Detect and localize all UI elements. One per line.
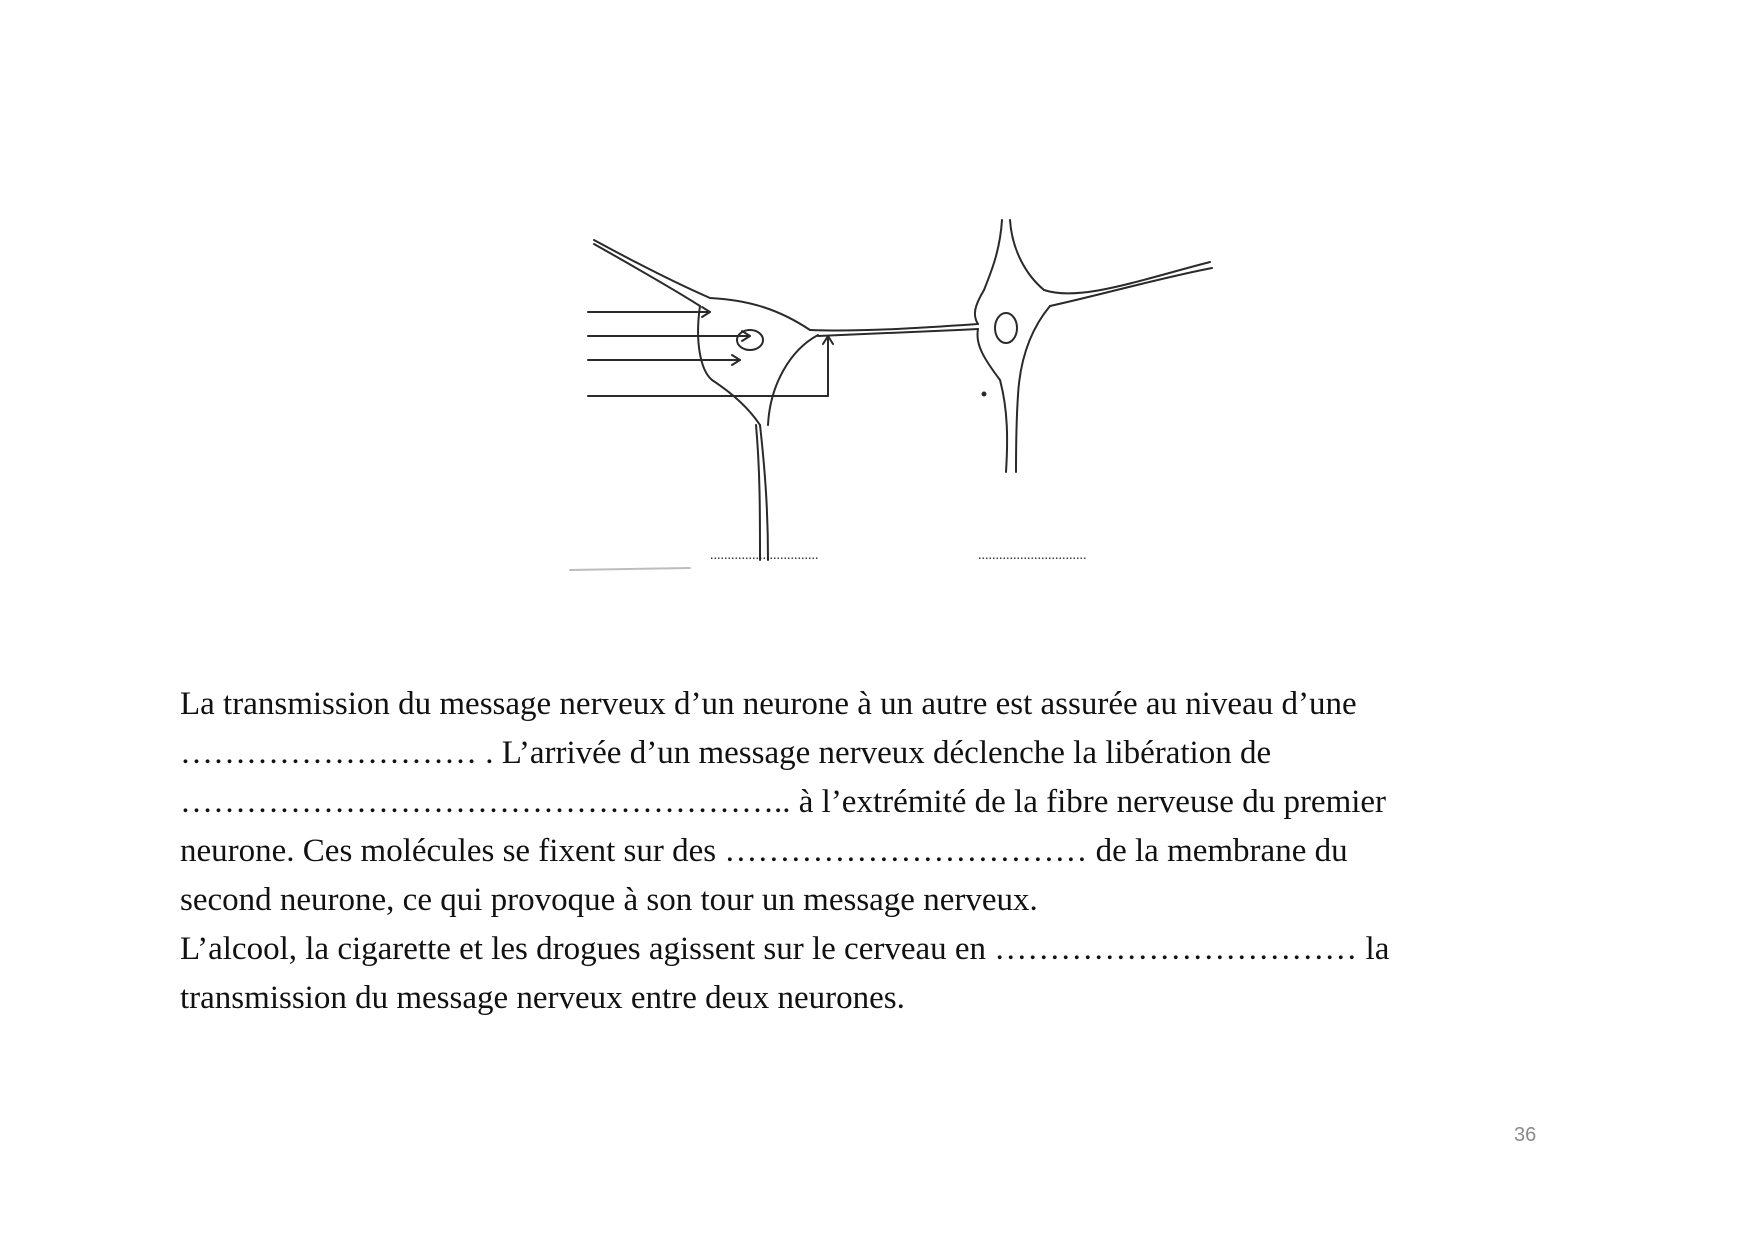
second-neuron xyxy=(975,220,1212,472)
text-line-2: ……………………… . L’arrivée d’un message nerveux déclenche la libération de xyxy=(180,735,1272,771)
text-line-6: L’alcool, la cigarette et les drogues agissent sur le cerveau en …………………………… la xyxy=(180,931,1390,967)
exercise-text xyxy=(180,680,1600,1023)
text-line-3: ……………………………………………….. à l’extrémité de la fibre nerveuse du premier xyxy=(180,784,1387,820)
text-line-4: neurone. Ces molécules se fixent sur des …………………………… de la membrane du xyxy=(180,833,1348,869)
baseline xyxy=(570,568,690,570)
text-line-5: second neurone, ce qui provoque à son tour un message nerveux. xyxy=(180,882,1038,918)
text-line-7: transmission du message nerveux entre deux neurones. xyxy=(180,980,905,1016)
page-number: 36 xyxy=(1514,1124,1537,1146)
neuron-drawing xyxy=(560,210,1280,590)
text-line-1: La transmission du message nerveux d’un neurone à un autre est assurée au niveau d’une xyxy=(180,686,1357,722)
neuron-synapse-diagram xyxy=(560,210,1280,590)
neuron-label-blank-left: ............................... xyxy=(710,548,819,563)
first-neuron xyxy=(594,240,978,560)
neuron-label-blank-right: ............................... xyxy=(978,548,1087,563)
